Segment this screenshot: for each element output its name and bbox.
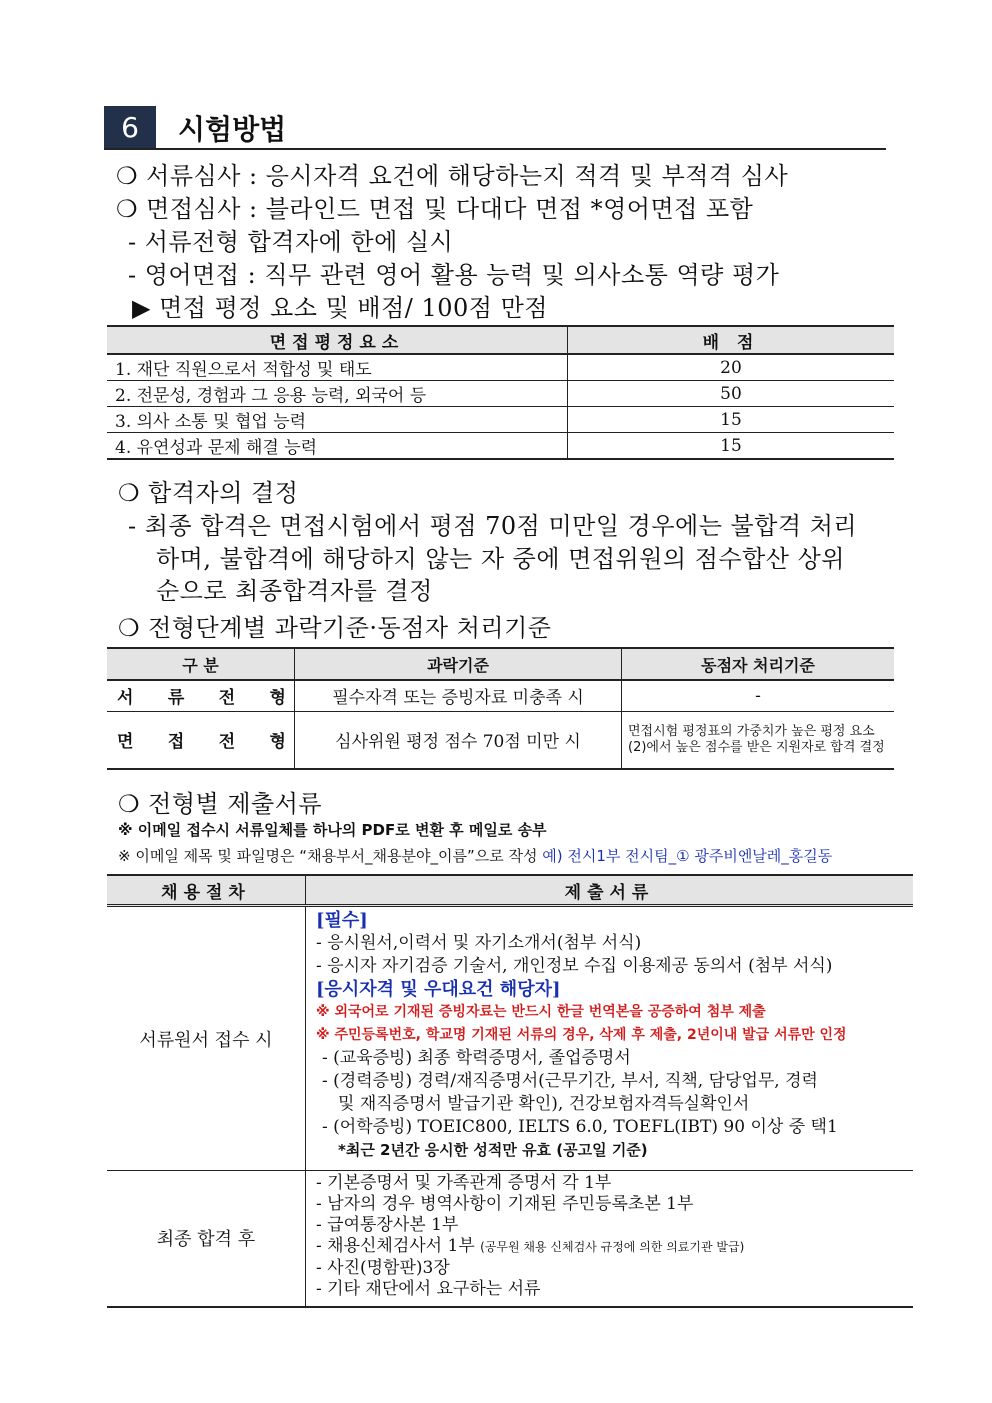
decision-line-3: 순으로 최종합격자를 결정: [156, 577, 433, 605]
fail-criteria-cell: 필수자격 또는 증빙자료 미충족 시: [295, 680, 622, 711]
final-item: - 사진(명함판)3장: [316, 1258, 450, 1278]
required-label: [필수]: [316, 910, 368, 931]
final-item: - 급여통장사본 1부: [316, 1215, 459, 1235]
fail-criteria-cell: 심사위원 평정 점수 70점 미만 시: [295, 711, 622, 769]
qualify-label: [응시자격 및 우대요건 해당자]: [316, 979, 561, 1000]
table-row: [107, 711, 894, 769]
stage-cell: [107, 680, 295, 711]
section-title: 시험방법: [178, 113, 287, 146]
table-row: [107, 680, 894, 711]
email-note: ※ 이메일 접수시 서류일체를 하나의 PDF로 변환 후 메일로 송부: [118, 821, 547, 839]
table-row: [107, 354, 894, 381]
final-item: [316, 1236, 913, 1258]
stage-char: 서: [117, 688, 134, 709]
stage-application: 서류원서 접수 시: [107, 906, 306, 1171]
stage-char: 전: [218, 732, 236, 753]
submission-documents-table: [107, 874, 913, 1308]
score-cell: 15: [568, 407, 895, 433]
header-fail-criteria: 과락기준: [295, 648, 622, 680]
table-row: [107, 906, 913, 1171]
health-check-item: - 채용신체검사서 1부: [316, 1236, 475, 1256]
header-score: 배 점: [568, 326, 895, 354]
header-criteria: 면접평정요소: [107, 326, 568, 354]
method-score-heading: ▶ 면접 평정 요소 및 배점/ 100점 만점: [132, 294, 548, 322]
stage-char: 형: [269, 688, 286, 709]
criteria-cell: 1. 재단 직원으로서 적합성 및 태도: [107, 354, 568, 381]
header-category: 구 분: [107, 648, 295, 680]
health-check-note: (공무원 채용 신체검사 규정에 의한 의료기관 발급): [480, 1240, 745, 1254]
header-documents: 제출서류: [306, 875, 914, 906]
table-row: [107, 433, 894, 460]
score-cell: 20: [568, 354, 895, 381]
table-row: [107, 407, 894, 433]
documents-title: ❍ 전형별 제출서류: [118, 790, 323, 818]
table-header-row: [107, 326, 894, 354]
method-interview: ❍ 면접심사 : 블라인드 면접 및 다대다 면접 *영어면접 포함: [116, 195, 754, 223]
cutoff-criteria-table: [107, 647, 894, 770]
stage-char: 형: [269, 732, 286, 753]
section-divider: [104, 148, 886, 150]
header-procedure: 채용절차: [107, 875, 306, 906]
tie-criteria-cell: -: [622, 680, 895, 711]
final-documents: [306, 1171, 914, 1307]
translation-note: ※ 외국어로 기재된 증빙자료는 반드시 한글 번역본을 공증하여 첨부 제출: [316, 1004, 766, 1020]
method-document-review: ❍ 서류심사 : 응시자격 요건에 해당하는지 적격 및 부적격 심사: [116, 162, 789, 190]
required-item: - 응시자 자기검증 기술서, 개인정보 수집 이용제공 동의서 (첨부 서식): [316, 956, 833, 976]
filename-note: [118, 845, 832, 866]
stage-final: 최종 합격 후: [107, 1171, 306, 1307]
interview-score-table: [107, 325, 894, 460]
filename-example: 예) 전시1부 전시팀_① 광주비엔날레_홍길동: [542, 847, 833, 865]
decision-title: ❍ 합격자의 결정: [118, 479, 299, 507]
criteria-title: ❍ 전형단계별 과락기준·동점자 처리기준: [118, 614, 552, 642]
table-header-row: [107, 648, 894, 680]
tie-criteria-cell: 면접시험 평정표의 가중치가 높은 평정 요소(2)에서 높은 점수를 받은 지원자로 합격 결정: [622, 711, 895, 769]
criteria-cell: 2. 전문성, 경험과 그 응용 능력, 외국어 등: [107, 381, 568, 407]
stage-cell: [107, 711, 295, 769]
method-interview-target: - 서류전형 합격자에 한에 실시: [128, 228, 454, 256]
qualify-item: 및 재직증명서 발급기관 확인), 건강보험자격득실확인서: [338, 1094, 750, 1114]
decision-line-2: 하며, 불합격에 해당하지 않는 자 중에 면접위원의 점수합산 상위: [156, 545, 845, 573]
header-tie-criteria: 동점자 처리기준: [622, 648, 895, 680]
final-item: - 남자의 경우 병역사항이 기재된 주민등록초본 1부: [316, 1194, 694, 1214]
table-header-row: [107, 875, 913, 906]
score-validity-note: *최근 2년간 응시한 성적만 유효 (공고일 기준): [338, 1141, 648, 1159]
required-item: - 응시원서,이력서 및 자기소개서(첨부 서식): [316, 933, 642, 953]
stage-char: 접: [167, 732, 185, 753]
decision-line-1: - 최종 합격은 면접시험에서 평점 70점 미만일 경우에는 불합격 처리: [128, 512, 858, 540]
qualify-item: - (교육증빙) 최종 학력증명서, 졸업증명서: [322, 1048, 631, 1068]
table-row: [107, 381, 894, 407]
method-english-interview: - 영어면접 : 직무 관련 영어 활용 능력 및 의사소통 역량 평가: [128, 261, 780, 289]
final-item: - 기타 재단에서 요구하는 서류: [316, 1279, 541, 1299]
score-cell: 15: [568, 433, 895, 460]
criteria-cell: 3. 의사 소통 및 협업 능력: [107, 407, 568, 433]
stage-char: 면: [117, 732, 134, 753]
criteria-cell: 4. 유연성과 문제 해결 능력: [107, 433, 568, 460]
section-number: 6: [104, 106, 156, 150]
filename-note-text: ※ 이메일 제목 및 파일명은 “채용부서_채용분야_이름”으로 작성: [118, 847, 538, 865]
stage-char: 류: [167, 688, 185, 709]
qualify-item: - (경력증빙) 경력/재직증명서(근무기간, 부서, 직책, 담당업무, 경력: [322, 1071, 818, 1091]
qualify-item: - (어학증빙) TOEIC800, IELTS 6.0, TOEFL(IBT) 90 이상 중 택1: [322, 1117, 838, 1137]
final-item: - 기본증명서 및 가족관계 증명서 각 1부: [316, 1173, 612, 1193]
privacy-note: ※ 주민등록번호, 학교명 기재된 서류의 경우, 삭제 후 제출, 2년이내 발급 서류만 인정: [316, 1027, 847, 1043]
table-row: [107, 1171, 913, 1307]
application-documents: [306, 906, 914, 1171]
score-cell: 50: [568, 381, 895, 407]
stage-char: 전: [218, 688, 236, 709]
